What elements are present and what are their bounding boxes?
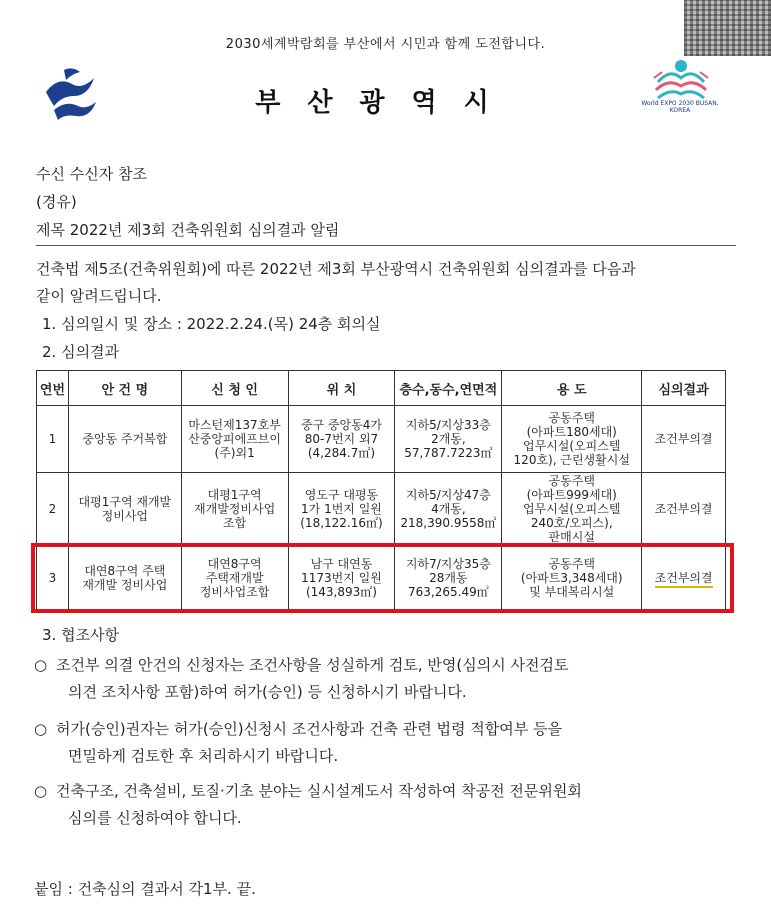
- note-2: [34, 716, 734, 770]
- floors-text: 지하7/지상35층: [405, 556, 491, 571]
- row-number: 1: [37, 406, 69, 473]
- header-cell: 안 건 명: [68, 371, 181, 406]
- use-text: (아파트999세대): [526, 488, 617, 502]
- location-cell: [288, 406, 395, 473]
- location-text: (4,284.7㎡): [307, 446, 376, 460]
- applicant-text: 대평1구역: [207, 488, 262, 502]
- applicant-text: (주)외1: [214, 446, 255, 460]
- note-3: [34, 778, 734, 832]
- recipient-line: 수신 수신자 참조: [36, 165, 147, 183]
- floors-text: 2개동,: [431, 432, 466, 446]
- floors-text: 4개동,: [431, 502, 466, 516]
- note-text: 면밀하게 검토한 후 처리하시기 바랍니다.: [68, 747, 339, 765]
- row-number: 2: [37, 473, 69, 546]
- table-row: [37, 473, 726, 546]
- applicant-text: 대연8구역: [207, 556, 262, 571]
- result-cell: 조건부의결: [642, 406, 726, 473]
- location-text: 중구 중앙동4가: [300, 418, 382, 432]
- expo-caption: World EXPO 2030 BUSAN, KOREA: [641, 100, 719, 114]
- use-text: 업무시설(오피스텔: [523, 439, 621, 453]
- note-text: 심의를 신청하여야 합니다.: [68, 809, 242, 827]
- subject-divider: [36, 245, 736, 246]
- intro-line-2: 같이 알려드립니다.: [36, 287, 162, 305]
- attachment-line: 붙임 : 건축심의 결과서 각1부. 끝.: [34, 880, 256, 898]
- use-text: 공동주택: [548, 474, 595, 488]
- use-cell: [502, 473, 642, 546]
- location-text: 1173번지 일원: [301, 570, 382, 585]
- applicant-text: 마스턴제137호부: [188, 418, 281, 432]
- location-text: 80-7번지 외7: [304, 432, 379, 446]
- floors-text: 218,390.9558㎡: [400, 516, 497, 530]
- floors-text: 지하5/지상33층: [405, 418, 491, 432]
- header-cell: 신 청 인: [181, 371, 288, 406]
- floors-text: 28개동: [429, 570, 468, 585]
- case-name-cell: [68, 406, 181, 473]
- note-1: [34, 652, 734, 706]
- bullet-icon: ○: [34, 720, 48, 738]
- use-text: 공동주택: [548, 556, 595, 571]
- case-name-text: 재개발 정비사업: [82, 577, 168, 592]
- use-text: (아파트180세대): [526, 425, 617, 439]
- note-text: 의견 조치사항 포함)하여 허가(승인) 등 신청하시기 바랍니다.: [68, 683, 467, 701]
- location-text: (18,122.16㎡): [300, 516, 383, 530]
- floors-text: 763,265.49㎡: [408, 584, 489, 599]
- via-line: (경유): [36, 193, 77, 211]
- header-cell: 위 치: [288, 371, 395, 406]
- table-header-row: [37, 371, 726, 406]
- use-text: 판매시설: [548, 530, 595, 544]
- location-cell: [288, 473, 395, 546]
- subject-line: 제목 2022년 제3회 건축위원회 심의결과 알림: [36, 221, 340, 239]
- header-cell: 심의결과: [642, 371, 726, 406]
- case-name-cell: [68, 473, 181, 546]
- world-expo-logo-icon: [650, 52, 712, 144]
- slogan: 2030세계박람회를 부산에서 시민과 함께 도전합니다.: [225, 37, 546, 52]
- table-row: [37, 406, 726, 473]
- location-text: 영도구 대평동: [304, 488, 379, 502]
- applicant-cell: [181, 473, 288, 546]
- floors-text: 지하5/지상47층: [405, 488, 491, 502]
- use-text: 업무시설(오피스텔: [523, 502, 621, 516]
- intro-line-1: 건축법 제5조(건축위원회)에 따른 2022년 제3회 부산광역시 건축위원회 심의결과를 다음과: [36, 260, 636, 278]
- result-cell: 조건부의결: [642, 473, 726, 546]
- item-schedule: 1. 심의일시 및 장소 : 2022.2.24.(목) 24층 회의실: [42, 315, 381, 333]
- applicant-text: 산중앙피에프브이: [188, 432, 281, 446]
- applicant-text: 조합: [223, 516, 247, 530]
- floors-cell: [395, 473, 502, 546]
- note-text: 허가(승인)권자는 허가(승인)신청시 조건사항과 건축 관련 법령 적합여부 등을: [56, 720, 562, 738]
- row-number: 3: [37, 546, 69, 610]
- case-name-text: 대평1구역 재개발: [78, 495, 172, 509]
- case-name-text: 중앙동 주거복합: [82, 432, 168, 446]
- location-text: (143,893㎡): [305, 584, 377, 599]
- applicant-text: 정비사업조합: [199, 584, 270, 599]
- header-cell: 용 도: [502, 371, 642, 406]
- use-cell: [502, 406, 642, 473]
- item-cooperation-heading: 3. 협조사항: [42, 626, 120, 644]
- header-cell: 연번: [37, 371, 69, 406]
- use-text: 120호), 근린생활시설: [513, 453, 630, 467]
- applicant-text: 주택재개발: [205, 570, 264, 585]
- use-text: (아파트3,348세대): [520, 570, 623, 585]
- floors-text: 57,787.7223㎡: [404, 446, 493, 460]
- applicant-text: 재개발정비사업: [194, 502, 276, 516]
- location-text: 남구 대연동: [310, 556, 373, 571]
- use-text: 공동주택: [548, 411, 595, 425]
- bullet-icon: ○: [34, 656, 48, 674]
- highlighted-result: 조건부의결: [655, 571, 713, 588]
- case-name-text: 대연8구역 주택: [84, 563, 166, 578]
- bullet-icon: ○: [34, 782, 48, 800]
- header-cell: 층수,동수,연면적: [395, 371, 502, 406]
- row3-highlight-box: [31, 543, 734, 613]
- item-results-heading: 2. 심의결과: [42, 343, 120, 361]
- use-text: 240호/오피스),: [530, 516, 613, 530]
- page-title: 부산광역시: [255, 88, 516, 118]
- note-text: 조건부 의결 안건의 신청자는 조건사항을 성실하게 검토, 반영(심의시 사전검토: [56, 656, 569, 674]
- use-text: 및 부대복리시설: [529, 584, 615, 599]
- case-name-text: 정비사업: [101, 509, 149, 523]
- location-text: 1가 1번지 일원: [301, 502, 382, 516]
- floors-cell: [395, 406, 502, 473]
- applicant-cell: [181, 406, 288, 473]
- note-text: 건축구조, 건축설비, 토질·기초 분야는 실시설계도서 작성하여 착공전 전문위원회: [56, 782, 582, 800]
